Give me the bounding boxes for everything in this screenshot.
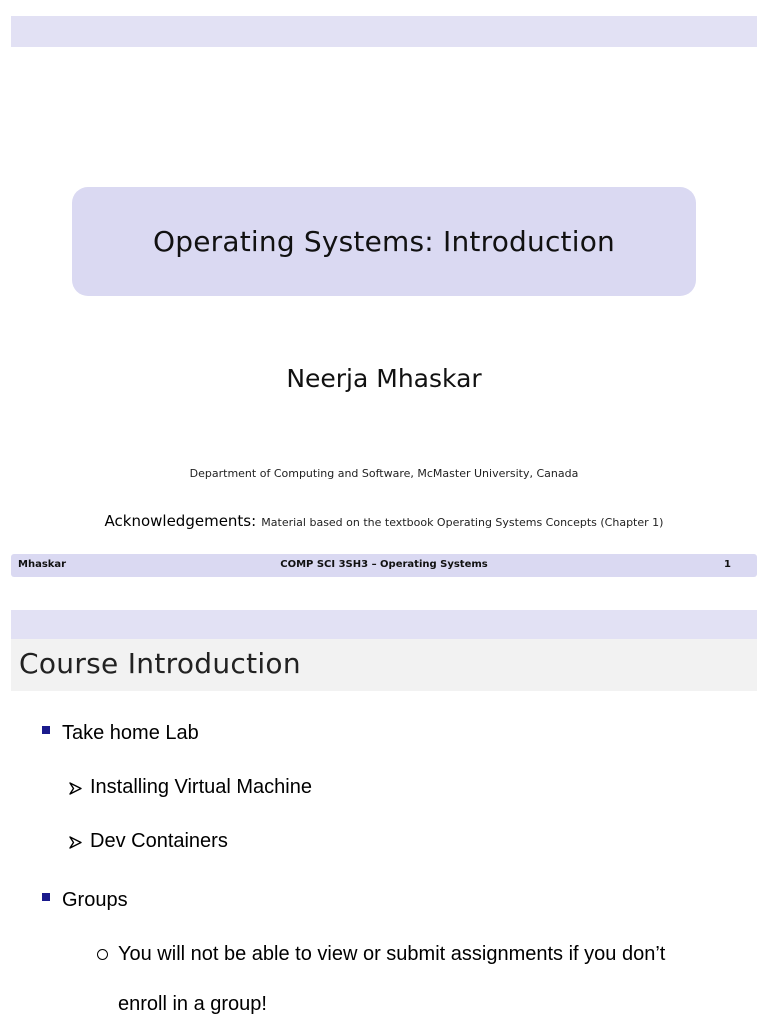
content-slide bbox=[11, 610, 757, 1024]
list-item: Groups bbox=[62, 889, 128, 911]
acknowledgements-label: Acknowledgements: bbox=[104, 512, 257, 530]
footer-course: COMP SCI 3SH3 – Operating Systems bbox=[280, 559, 488, 570]
department: Department of Computing and Software, McMaster University, Canada bbox=[189, 467, 579, 480]
slide-top-band bbox=[11, 16, 757, 47]
list-item-continuation: enroll in a group! bbox=[118, 993, 267, 1015]
acknowledgements bbox=[11, 511, 757, 530]
heading-bar bbox=[11, 639, 757, 691]
circle-icon bbox=[97, 949, 108, 960]
title-box bbox=[72, 187, 696, 296]
author-name: Neerja Mhaskar bbox=[286, 364, 482, 393]
acknowledgements-text: Material based on the textbook Operating Systems Concepts (Chapter 1) bbox=[261, 516, 664, 529]
list-item: Dev Containers bbox=[90, 830, 228, 852]
list-item: Installing Virtual Machine bbox=[90, 776, 312, 798]
square-icon bbox=[42, 726, 50, 734]
list-item: You will not be able to view or submit assignments if you don’t bbox=[118, 943, 666, 965]
footer-author: Mhaskar bbox=[18, 559, 67, 570]
title-slide bbox=[11, 0, 757, 580]
slide-footer bbox=[11, 554, 757, 577]
slide-top-band bbox=[11, 610, 757, 639]
list-item: Take home Lab bbox=[62, 722, 199, 744]
page-number: 1 bbox=[724, 559, 731, 570]
slide-heading: Course Introduction bbox=[19, 647, 301, 680]
arrow-right-icon bbox=[69, 836, 82, 849]
square-icon bbox=[42, 893, 50, 901]
arrow-right-icon bbox=[69, 782, 82, 795]
slide-title: Operating Systems: Introduction bbox=[153, 225, 615, 258]
